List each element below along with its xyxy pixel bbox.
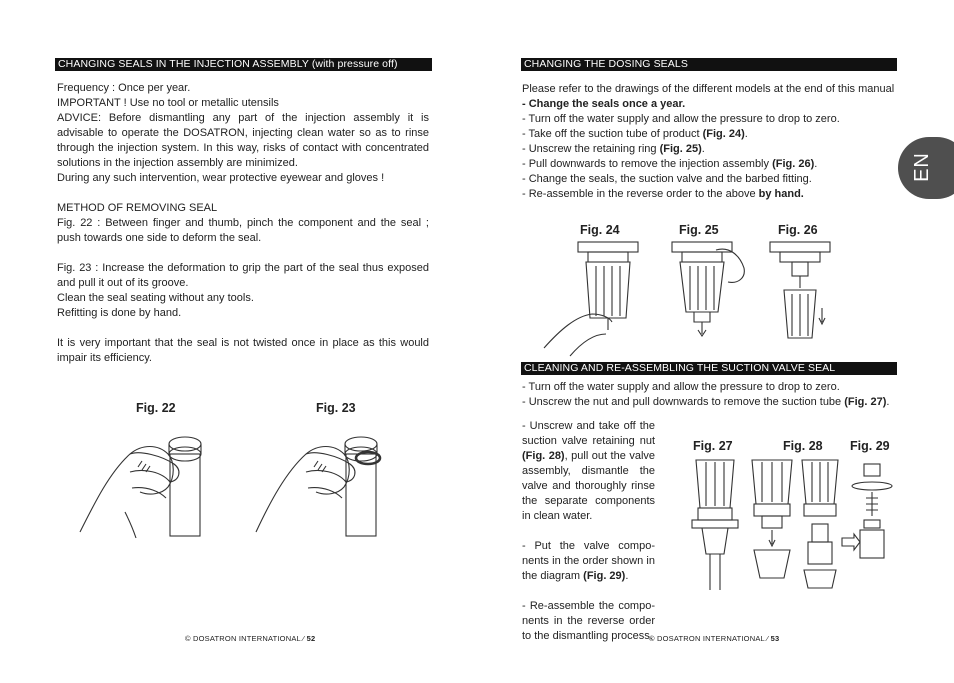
step1-c: - Unscrew the retaining ring (Fig. 25). [522, 143, 705, 155]
right-footer-text: © DOSATRON INTERNATIONAL ⁄ [649, 634, 771, 643]
advice-paragraph [57, 111, 429, 171]
intro-text: Please refer to the drawings of the different models at the end of this manual [522, 83, 895, 95]
important-text: IMPORTANT ! Use no tool or metallic utensils [57, 97, 279, 109]
eyewear-text: During any such intervention, wear protective eyewear and gloves ! [57, 172, 385, 184]
fig26-label: Fig. 26 [778, 223, 818, 237]
right-body-text-2 [522, 380, 897, 410]
fig22-paragraph [57, 216, 429, 246]
put-paragraph: - Put the valve compo- nents in the order shown in the diagram (Fig. 29). [522, 540, 655, 582]
unscrew-paragraph: - Unscrew and take off the suction valve retaining nut (Fig. 28), pull out the valve assembly, dismantle the valve and thoroughly rinse the separate components in clean water. [522, 420, 656, 522]
right-footer [649, 634, 779, 643]
step2-a: - Turn off the water supply and allow the pressure to drop to zero. [522, 381, 840, 393]
fig23-text: : Increase the deformation to grip the part of the seal thus exposed and pull it out of its groove. [57, 262, 429, 289]
fig25-label: Fig. 25 [679, 223, 719, 237]
refitting-text: Refitting is done by hand. [57, 307, 182, 319]
fig22-illustration [70, 432, 220, 542]
advice-label: ADVICE: [57, 112, 102, 124]
fig22-text: : Between finger and thumb, pinch the component and the seal ; push towards one side to deform the seal. [57, 217, 429, 244]
step1-d: - Pull downwards to remove the injection assembly (Fig. 26). [522, 158, 818, 170]
fig23-illustration [250, 432, 400, 542]
fig23-label: Fig. 23 [316, 401, 356, 415]
section-header-suction-valve: CLEANING AND RE-ASSEMBLING THE SUCTION VALVE SEAL [521, 362, 897, 375]
step1-f: - Re-assemble in the reverse order to the above by hand. [522, 188, 804, 200]
fig24-label: Fig. 24 [580, 223, 620, 237]
fig22-label: Fig. 22 [136, 401, 176, 415]
step1-b: - Take off the suction tube of product (Fig. 24). [522, 128, 748, 140]
change-once-text: - Change the seals once a year. [522, 98, 686, 110]
right-column-text [522, 419, 655, 644]
right-body-text-1 [522, 82, 895, 202]
fig23-paragraph [57, 261, 429, 291]
language-tab-label: EN [911, 152, 933, 182]
left-footer-text: © DOSATRON INTERNATIONAL ⁄ [185, 634, 307, 643]
clean-seat-text: Clean the seal seating without any tools. [57, 292, 254, 304]
step1-a: - Turn off the water supply and allow the pressure to drop to zero. [522, 113, 840, 125]
section-header-injection-seals: CHANGING SEALS IN THE INJECTION ASSEMBLY (with pressure off) [55, 58, 432, 71]
step1-e: - Change the seals, the suction valve and the barbed fitting. [522, 173, 812, 185]
method-title: METHOD OF REMOVING SEAL [57, 202, 218, 214]
fig23-ref: Fig. 23 [57, 262, 92, 274]
fig24-26-illustrations [540, 238, 840, 362]
frequency-text: Frequency : Once per year. [57, 82, 191, 94]
important-note: It is very important that the seal is not twisted once in place as this would impair its efficiency. [57, 337, 429, 364]
fig29-label: Fig. 29 [850, 439, 890, 453]
advice-text: Before dismantling any part of the injection assembly it is advisable to operate the DOSATRON, injecting clean water so as to rinse through the injection system. In this way, risks of contact with concentrated solutions in the injection assembly are minimized. [57, 112, 429, 169]
fig27-label: Fig. 27 [693, 439, 733, 453]
reassemble-paragraph: - Re-assemble the compo- nents in the reverse order to the dismantling process. [522, 600, 655, 642]
step2-b: - Unscrew the nut and pull downwards to remove the suction tube (Fig. 27). [522, 396, 890, 408]
left-page-number: 52 [306, 634, 316, 643]
section-header-dosing-seals: CHANGING THE DOSING SEALS [521, 58, 897, 71]
fig22-ref: Fig. 22 [57, 217, 93, 229]
right-page-number: 53 [770, 634, 780, 643]
fig28-label: Fig. 28 [783, 439, 823, 453]
left-footer [185, 634, 315, 643]
left-body-text [57, 81, 429, 366]
fig27-29-illustrations [680, 458, 896, 592]
